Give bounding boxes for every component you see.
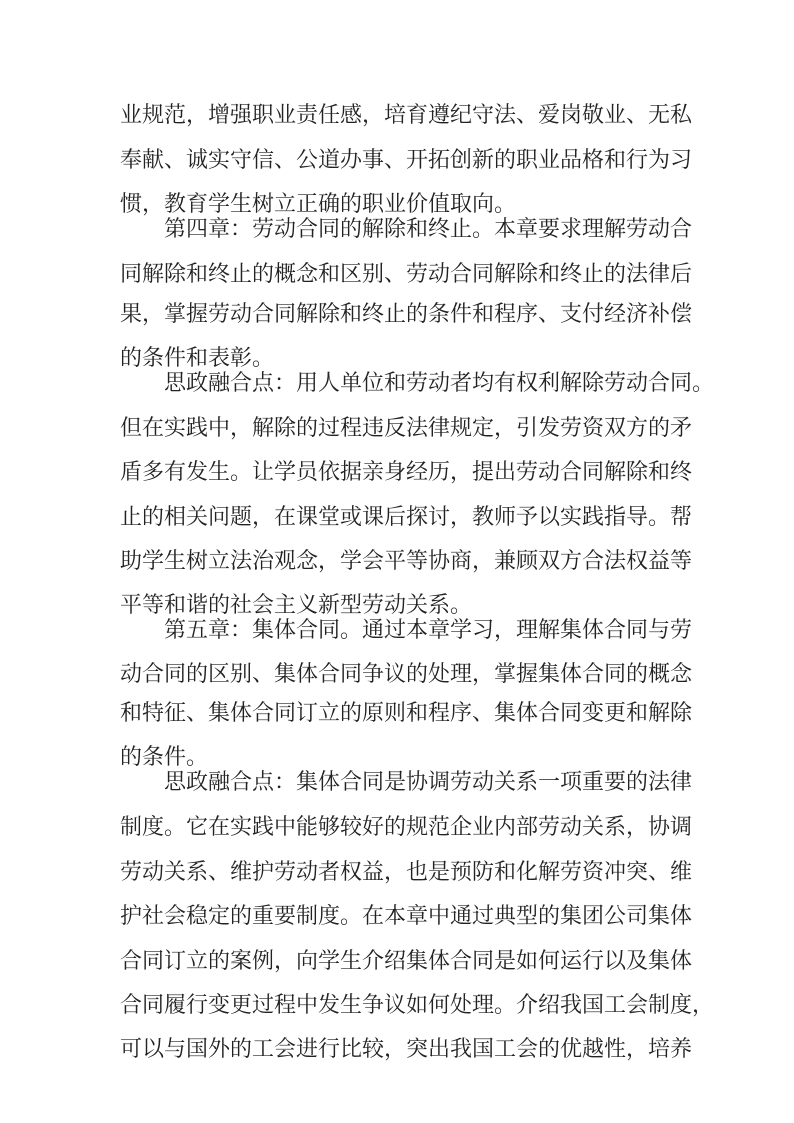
- text-line: 合同订立的案例，向学生介绍集体合同是如何运行以及集体: [120, 949, 693, 974]
- text-line: 同解除和终止的概念和区别、劳动合同解除和终止的法律后: [120, 262, 693, 287]
- text-line: 但在实践中，解除的过程违反法律规定，引发劳资双方的矛: [120, 416, 693, 441]
- text-line: 止的相关问题，在课堂或课后探讨，教师予以实践指导。帮: [120, 505, 693, 530]
- text-line: 助学生树立法治观念，学会平等协商，兼顾双方合法权益等: [120, 549, 693, 574]
- text-line: 和特征、集体合同订立的原则和程序、集体合同变更和解除: [120, 701, 693, 726]
- text-line: 劳动关系、维护劳动者权益，也是预防和化解劳资冲突、维: [120, 860, 693, 885]
- text-line: 平等和谐的社会主义新型劳动关系。: [120, 593, 473, 618]
- ideology-point-heading: 思政融合点：用人单位和劳动者均有权利解除劳动合同。: [164, 371, 715, 396]
- chapter-heading-4: 第四章：劳动合同的解除和终止。本章要求理解劳动合: [164, 217, 693, 242]
- text-line: 盾多有发生。让学员依据亲身经历，提出劳动合同解除和终: [120, 460, 693, 485]
- text-line: 奉献、诚实守信、公道办事、开拓创新的职业品格和行为习: [120, 148, 693, 173]
- text-line: 的条件和表彰。: [120, 346, 275, 371]
- text-line: 动合同的区别、集体合同争议的处理，掌握集体合同的概念: [120, 662, 693, 687]
- chapter-heading-5: 第五章：集体合同。通过本章学习，理解集体合同与劳: [164, 618, 693, 643]
- text-line: 可以与国外的工会进行比较，突出我国工会的优越性，培养: [120, 1037, 693, 1062]
- ideology-point-heading: 思政融合点：集体合同是协调劳动关系一项重要的法律: [164, 770, 693, 795]
- text-line: 业规范，增强职业责任感，培育遵纪守法、爱岗敬业、无私: [120, 103, 693, 128]
- text-line: 惯，教育学生树立正确的职业价值取向。: [120, 192, 517, 217]
- text-line: 制度。它在实践中能够较好的规范企业内部劳动关系，协调: [120, 815, 693, 840]
- text-line: 合同履行变更过程中发生争议如何处理。介绍我国工会制度，: [120, 993, 715, 1018]
- text-line: 果，掌握劳动合同解除和终止的条件和程序、支付经济补偿: [120, 302, 693, 327]
- text-line: 护社会稳定的重要制度。在本章中通过典型的集团公司集体: [120, 904, 693, 929]
- text-line: 的条件。: [120, 745, 209, 770]
